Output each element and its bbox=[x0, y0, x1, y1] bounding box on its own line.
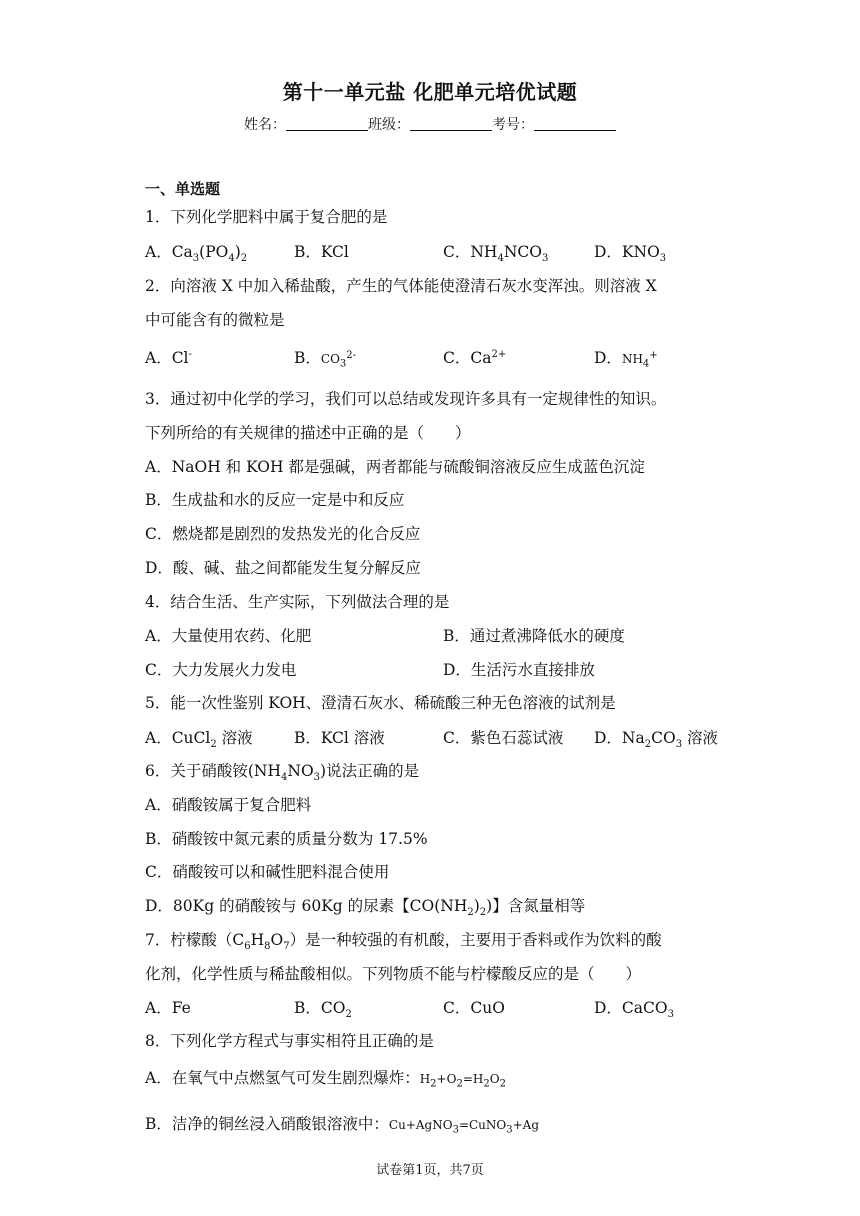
section-heading: 一、单选题 bbox=[145, 180, 221, 198]
name-blank bbox=[286, 116, 368, 131]
q1-option-b: B．KCl bbox=[294, 243, 349, 261]
q6-option-b: B．硝酸铵中氮元素的质量分数为 17.5% bbox=[145, 830, 428, 848]
class-label: 班级： bbox=[368, 117, 410, 133]
question-6-stem: 6．关于硝酸铵$(NH_4NO_3)$说法正确的是 bbox=[145, 762, 420, 784]
q6-option-c: C．硝酸铵可以和碱性肥料混合使用 bbox=[145, 863, 390, 881]
q1-option-a: A．$Ca_3(PO_4)_2$ bbox=[145, 243, 248, 265]
q2-option-b: B．$CO_3^{2-}$ bbox=[294, 349, 357, 370]
question-3-stem-line2: 下列所给的有关规律的描述中正确的是（ ） bbox=[145, 424, 471, 442]
q2-option-c: C．$Ca^{2+}$ bbox=[443, 348, 507, 367]
page-title: 第十一单元盐 化肥单元培优试题 bbox=[282, 80, 578, 104]
q6-option-d: D．80Kg 的硝酸铵与 60Kg 的尿素【$CO(NH_2)_2$)】含氮量相等 bbox=[145, 897, 586, 919]
exam-number-label: 考号： bbox=[492, 117, 534, 133]
q5-option-c: C．紫色石蕊试液 bbox=[443, 729, 564, 747]
class-blank bbox=[410, 116, 492, 131]
q5-option-d: D．$Na_2CO_3$ 溶液 bbox=[594, 729, 718, 751]
question-2-stem-line2: 中可能含有的微粒是 bbox=[145, 311, 285, 329]
q1-option-d: D．$KNO_3$ bbox=[594, 243, 667, 265]
q7-option-c: C．CuO bbox=[443, 999, 505, 1017]
q4-option-d: D．生活污水直接排放 bbox=[443, 661, 595, 679]
question-1-stem: 1．下列化学肥料中属于复合肥的是 bbox=[145, 208, 388, 226]
q4-option-a: A．大量使用农药、化肥 bbox=[145, 627, 312, 645]
q7-option-b: B．$CO_2$ bbox=[294, 999, 352, 1021]
name-label: 姓名： bbox=[244, 117, 286, 133]
question-5-stem: 5．能一次性鉴别 KOH、澄清石灰水、稀硫酸三种无色溶液的试剂是 bbox=[145, 694, 616, 712]
question-4-stem: 4．结合生活、生产实际，下列做法合理的是 bbox=[145, 593, 450, 611]
student-info-line bbox=[0, 114, 860, 134]
q3-option-c: C．燃烧都是剧烈的发热发光的化合反应 bbox=[145, 525, 421, 543]
q3-option-a: A．NaOH 和 KOH 都是强碱，两者都能与硫酸铜溶液反应生成蓝色沉淀 bbox=[145, 458, 645, 476]
question-7-stem-line2: 化剂，化学性质与稀盐酸相似。下列物质不能与柠檬酸反应的是（ ） bbox=[145, 965, 642, 983]
q7-option-d: D．CaCO$_3$ bbox=[594, 999, 674, 1021]
q8-option-b: B．洁净的铜丝浸入硝酸银溶液中：Cu+AgNO$_3$=CuNO$_3$+Ag bbox=[145, 1115, 540, 1136]
question-3-stem-line1: 3．通过初中化学的学习，我们可以总结或发现许多具有一定规律性的知识。 bbox=[145, 390, 667, 408]
q7-option-a: A．Fe bbox=[145, 999, 191, 1017]
question-2-stem-line1: 2．向溶液 X 中加入稀盐酸，产生的气体能使澄清石灰水变浑浊。则溶液 X bbox=[145, 277, 657, 295]
q8-option-a: A．在氧气中点燃氢气可发生剧烈爆炸：$H_2+O_2=H_2O_2$ bbox=[145, 1069, 506, 1090]
q4-option-b: B．通过煮沸降低水的硬度 bbox=[443, 627, 625, 645]
q6-option-a: A．硝酸铵属于复合肥料 bbox=[145, 796, 312, 814]
q4-option-c: C．大力发展火力发电 bbox=[145, 661, 297, 679]
q5-option-a: A．CuCl$_2$ 溶液 bbox=[145, 729, 253, 751]
q2-option-a: A．Cl- bbox=[145, 348, 192, 367]
question-7-stem-line1: 7．柠檬酸$(C_6H_8O_7)$是一种较强的有机酸，主要用于香料或作为饮料的酸 bbox=[145, 931, 662, 953]
page-footer: 试卷第1页，共7页 bbox=[376, 1163, 484, 1178]
question-8-stem: 8．下列化学方程式与事实相符且正确的是 bbox=[145, 1032, 434, 1050]
q2-option-d: D．$NH_4^+$ bbox=[594, 349, 658, 370]
q5-option-b: B．KCl 溶液 bbox=[294, 729, 385, 747]
q3-option-d: D．酸、碱、盐之间都能发生复分解反应 bbox=[145, 559, 421, 577]
q1-option-c: C．$NH_4NCO_3$ bbox=[443, 243, 549, 265]
exam-number-blank bbox=[534, 116, 616, 131]
q3-option-b: B．生成盐和水的反应一定是中和反应 bbox=[145, 491, 405, 509]
